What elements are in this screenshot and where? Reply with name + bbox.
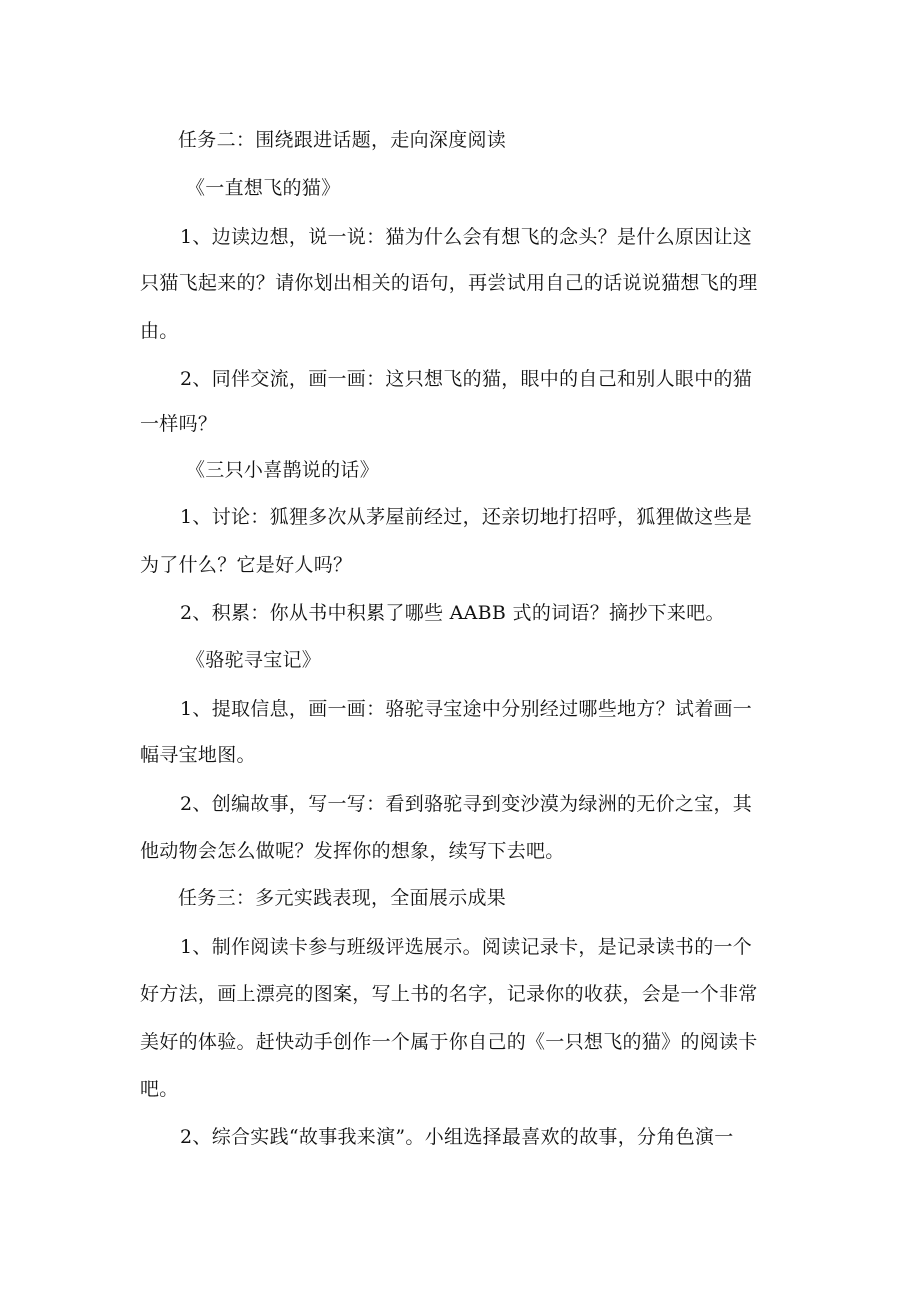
book2-q2-line1: 2、积累：你从书中积累了哪些 AABB 式的词语？摘抄下来吧。 [180,602,725,624]
book3-q1-line1: 1、提取信息，画一画：骆驼寻宝途中分别经过哪些地方？试着画一 [180,698,753,720]
book2-q1-line1: 1、讨论：狐狸多次从茅屋前经过，还亲切地打招呼，狐狸做这些是 [180,506,753,528]
task3-item1-line3: 美好的体验。赶快动手创作一个属于你自己的《一只想飞的猫》的阅读卡 [140,1031,758,1053]
book1-q1-line1: 1、边读边想，说一说：猫为什么会有想飞的念头？是什么原因让这 [180,226,753,248]
book3-q2-line1: 2、创编故事，写一写：看到骆驼寻到变沙漠为绿洲的无价之宝，其 [180,793,753,815]
book1-q1-line3: 由。 [140,320,179,342]
book1-q2-line1: 2、同伴交流，画一画：这只想飞的猫，眼中的自己和别人眼中的猫 [180,368,753,390]
book1-q2-line2: 一样吗？ [140,413,218,435]
task3-item1-line2: 好方法，画上漂亮的图案，写上书的名字，记录你的收获，会是一个非常 [140,983,758,1005]
task2-heading: 任务二：围绕跟进话题，走向深度阅读 [178,129,507,151]
task3-item1-line4: 吧。 [140,1078,179,1100]
book3-q2-line2: 他动物会怎么做呢？发挥你的想象，续写下去吧。 [140,840,565,862]
book2-q1-line2: 为了什么？它是好人吗？ [140,554,353,576]
book1-q1-line2: 只猫飞起来的？请你划出相关的语句，再尝试用自己的话说说猫想飞的理 [140,272,758,294]
book3-q1-line2: 幅寻宝地图。 [140,744,256,766]
task3-item1-line1: 1、制作阅读卡参与班级评选展示。阅读记录卡，是记录读书的一个 [180,936,753,958]
book2-title: 《三只小喜鹊说的话》 [186,459,380,481]
task3-heading: 任务三：多元实践表现，全面展示成果 [178,887,507,909]
book3-title: 《骆驼寻宝记》 [186,649,322,671]
book1-title: 《一直想飞的猫》 [186,177,341,199]
task3-item2-line1: 2、综合实践“故事我来演”。小组选择最喜欢的故事，分角色演一 [180,1126,734,1148]
